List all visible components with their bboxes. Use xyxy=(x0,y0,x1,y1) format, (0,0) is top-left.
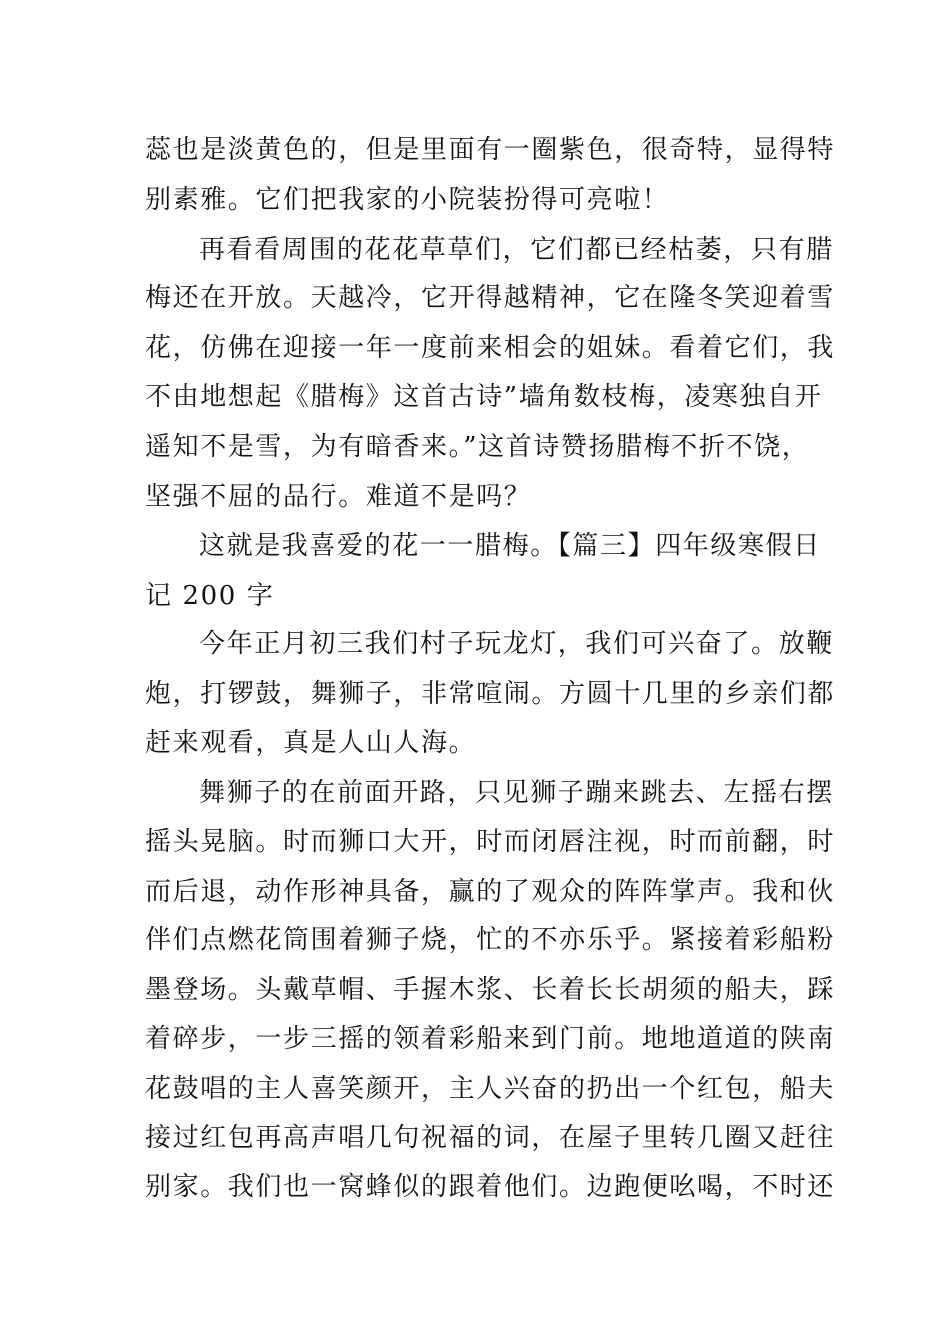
text-line: 记 200 字 xyxy=(145,581,275,611)
text-line: 摇头晃脑。时而狮口大开，时而闭唇注视，时而前翻，时 xyxy=(145,827,836,857)
text-line: 遥知不是雪，为有暗香来。”这首诗赞扬腊梅不折不饶， xyxy=(145,432,810,462)
text-line: 花，仿佛在迎接一年一度前来相会的姐妹。看着它们，我 xyxy=(145,333,836,363)
text-line: 墨登场。头戴草帽、手握木浆、长着长长胡须的船夫，踩 xyxy=(145,975,836,1005)
text-line: 梅还在开放。天越冷，它开得越精神，它在隆冬笑迎着雪 xyxy=(145,283,836,313)
text-line: 赶来观看，真是人山人海。 xyxy=(145,728,477,758)
text-line: 而后退，动作形神具备，赢的了观众的阵阵掌声。我和伙 xyxy=(145,877,836,907)
text-line: 花鼓唱的主人喜笑颜开，主人兴奋的扔出一个红包，船夫 xyxy=(145,1074,836,1104)
paragraph-first-line: 舞狮子的在前面开路，只见狮子蹦来跳去、左摇右摆 xyxy=(199,778,834,808)
text-line: 伴们点燃花筒围着狮子烧，忙的不亦乐乎。紧接着彩船粉 xyxy=(145,925,836,955)
paragraph-first-line: 再看看周围的花花草草们，它们都已经枯萎，只有腊 xyxy=(199,235,834,265)
text-line: 接过红包再高声唱几句祝福的词，在屋子里转几圈又赶往 xyxy=(145,1123,836,1153)
text-line: 别素雅。它们把我家的小院装扮得可亮啦！ xyxy=(145,185,670,215)
text-line: 别家。我们也一窝蜂似的跟着他们。边跑便吆喝，不时还 xyxy=(145,1172,836,1202)
text-line: 着碎步，一步三摇的领着彩船来到门前。地地道道的陕南 xyxy=(145,1024,836,1054)
paragraph-first-line: 今年正月初三我们村子玩龙灯，我们可兴奋了。放鞭 xyxy=(199,629,834,659)
text-line: 不由地想起《腊梅》这首古诗”墙角数枝梅，凌寒独自开 xyxy=(145,382,823,412)
text-line: 蕊也是淡黄色的，但是里面有一圈紫色，很奇特，显得特 xyxy=(145,135,836,165)
paragraph-first-line: 这就是我喜爱的花一一腊梅。【篇三】四年级寒假日 xyxy=(199,531,821,561)
text-line: 坚强不屈的品行。难道不是吗？ xyxy=(145,482,532,512)
text-line: 炮，打锣鼓，舞狮子，非常喧闹。方圆十几里的乡亲们都 xyxy=(145,679,836,709)
